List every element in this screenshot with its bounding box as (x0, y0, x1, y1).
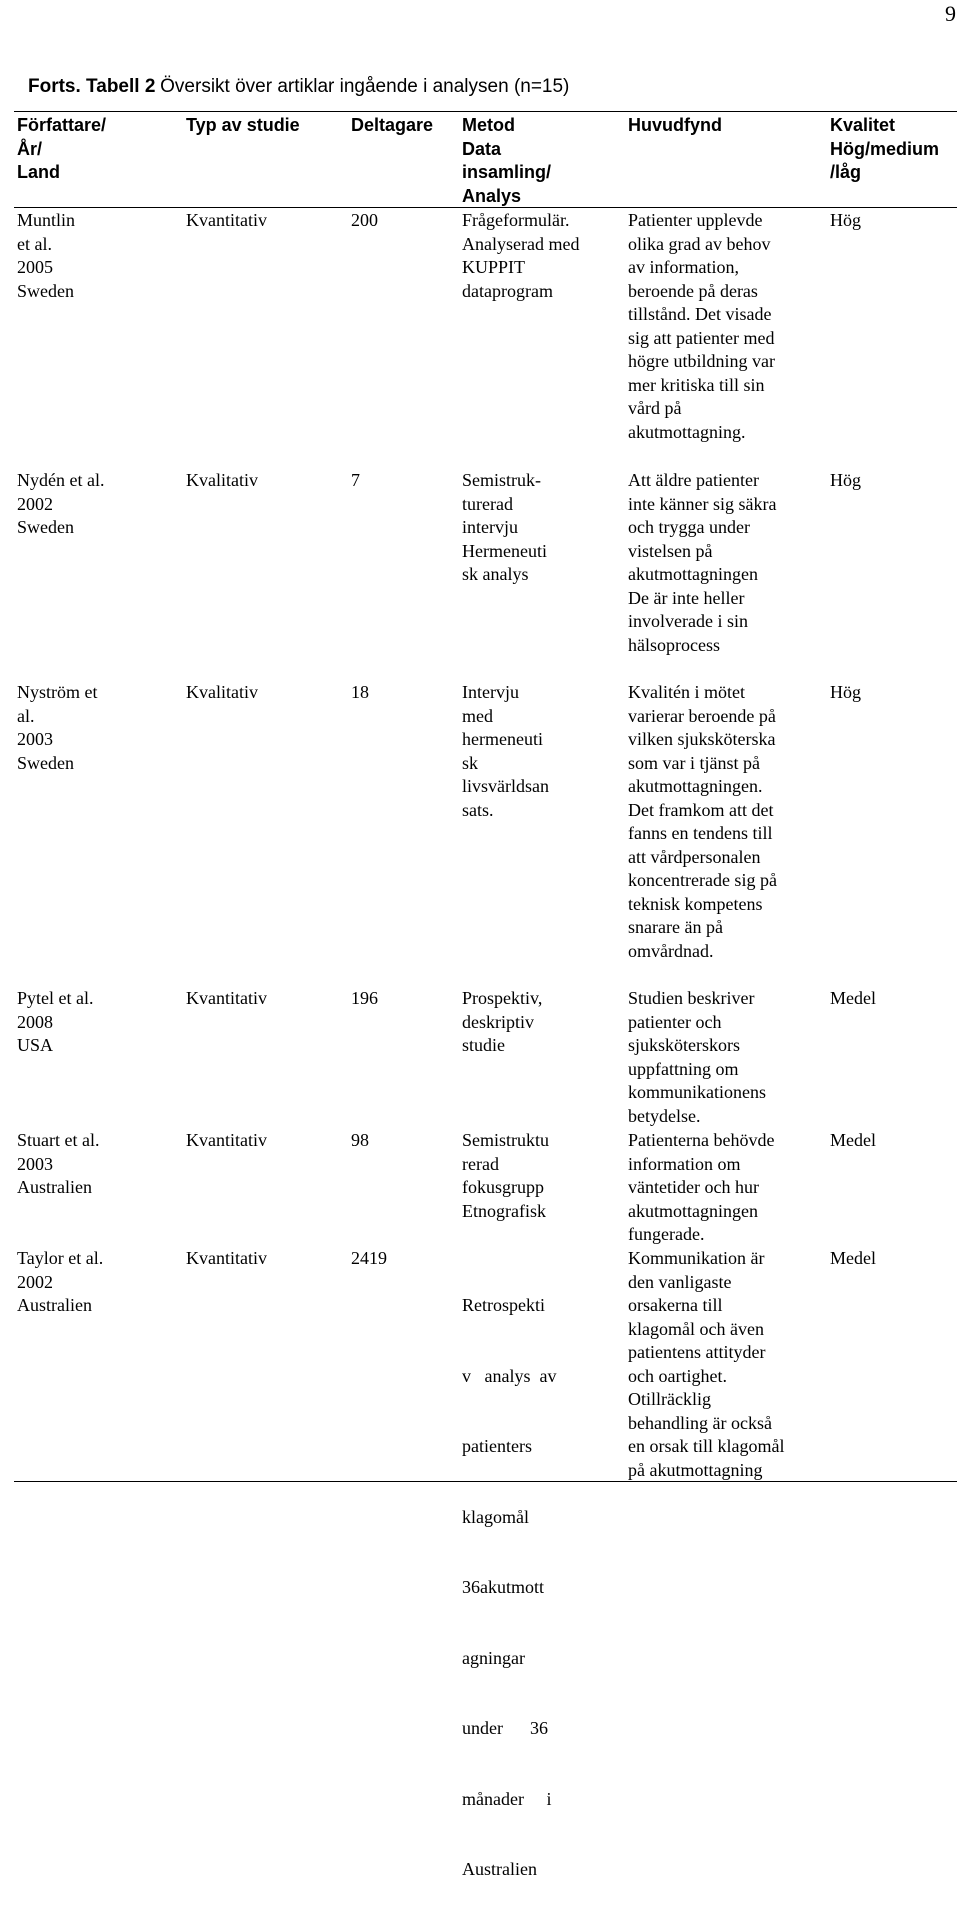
cell-line: Kvalitén i mötet (628, 682, 745, 702)
cell-author (17, 987, 93, 1058)
header-type (186, 114, 300, 138)
cell-line: Taylor et al. (17, 1248, 104, 1268)
cell-line: Sweden (17, 517, 74, 537)
header-quality-line: /låg (830, 162, 862, 182)
cell-method (462, 209, 579, 303)
cell-line: Nyström et (17, 682, 98, 702)
cell-participants: 200 (351, 210, 378, 230)
cell-line: Retrospekti (462, 1295, 545, 1315)
cell-findings (628, 681, 777, 963)
cell-line: patientens attityder (628, 1342, 766, 1362)
header-method-line: Data (462, 138, 502, 159)
caption-prefix: Forts. Tabell 2 (28, 76, 156, 97)
cell-findings (628, 209, 775, 444)
header-quality-line: Hög/medium (830, 138, 940, 159)
cell-line: olika grad av behov (628, 233, 771, 254)
cell-line: al. (17, 705, 35, 726)
header-author-line: År/ (17, 138, 43, 159)
cell-line: koncentrerade sig på (628, 870, 777, 890)
cell-line: akutmottagningen (628, 1200, 758, 1221)
cell-line: KUPPIT (462, 257, 526, 277)
header-author (17, 114, 106, 185)
cell-participants: 98 (351, 1130, 369, 1150)
cell-line: Stuart et al. (17, 1130, 100, 1150)
cell-line: livsvärldsan (462, 776, 549, 796)
cell-line: v analys av (462, 1365, 557, 1386)
cell-line: av information, (628, 257, 739, 277)
table-top-rule (14, 111, 957, 112)
header-method-line: Analys (462, 185, 522, 206)
cell-line: Australien (17, 1177, 92, 1197)
cell-method (462, 987, 542, 1058)
cell-line: De är inte heller (628, 587, 745, 608)
cell-line: teknisk kompetens (628, 893, 763, 914)
cell-findings (628, 987, 766, 1128)
cell-findings (628, 1129, 774, 1247)
cell-line: snarare än på (628, 917, 723, 937)
header-quality-line: Kvalitet (830, 115, 896, 135)
cell-participants: 2419 (351, 1248, 387, 1268)
header-participants-line: Deltagare (351, 115, 434, 135)
cell-line: patienter och (628, 1011, 722, 1032)
cell-type: Kvantitativ (186, 210, 267, 230)
cell-line: fanns en tendens till (628, 823, 773, 843)
cell-line: Sweden (17, 752, 74, 773)
cell-line: patienters (462, 1436, 532, 1456)
cell-line: Semistruktu (462, 1130, 550, 1150)
cell-line: 2002 (17, 1271, 53, 1292)
cell-author (17, 209, 75, 303)
cell-line: Muntlin (17, 210, 76, 230)
cell-type: Kvantitativ (186, 1130, 267, 1150)
cell-line: vilken sjuksköterska (628, 729, 776, 749)
cell-line: vård på (628, 398, 682, 418)
cell-line: 2003 (17, 1153, 53, 1174)
cell-line: högre utbildning var (628, 351, 775, 371)
cell-line: klagomål och även (628, 1318, 764, 1339)
cell-line: studie (462, 1035, 505, 1055)
cell-line: behandling är också (628, 1412, 772, 1433)
cell-line: Sweden (17, 280, 74, 301)
cell-quality: Medel (830, 1130, 876, 1150)
cell-line: sk (462, 752, 479, 773)
table-bottom-rule (14, 1481, 957, 1482)
cell-line: et al. (17, 233, 52, 254)
header-findings (628, 114, 722, 138)
header-findings-line: Huvudfynd (628, 115, 722, 135)
cell-line: omvårdnad. (628, 940, 714, 961)
cell-method (462, 1247, 556, 1929)
cell-line: Etnografisk (462, 1200, 546, 1221)
cell-type: Kvantitativ (186, 1248, 267, 1268)
cell-line: Prospektiv, (462, 988, 543, 1008)
cell-line: Nydén et al. (17, 470, 105, 490)
cell-line: 36akutmott (462, 1577, 544, 1597)
cell-type: Kvalitativ (186, 682, 258, 702)
cell-findings (628, 1247, 784, 1482)
page-number: 9 (945, 1, 956, 26)
cell-line: hermeneuti (462, 729, 543, 749)
caption-text: Översikt över artiklar ingående i analysen (n=15) (160, 76, 570, 97)
cell-line: Australien (462, 1859, 537, 1879)
cell-method (462, 469, 547, 587)
table-caption (28, 75, 569, 99)
cell-line: 2008 (17, 1011, 53, 1032)
cell-line: som var i tjänst på (628, 752, 760, 773)
cell-author (17, 1247, 103, 1318)
cell-line: Semistruk- (462, 470, 541, 490)
cell-author (17, 1129, 99, 1200)
cell-quality: Hög (830, 470, 861, 490)
cell-line: Otillräcklig (628, 1389, 711, 1409)
cell-line: Analyserad med (462, 233, 580, 254)
cell-participants: 196 (351, 988, 378, 1008)
cell-line: orsakerna till (628, 1295, 723, 1315)
cell-line: turerad (462, 493, 513, 514)
cell-line: Patienter upplevde (628, 210, 763, 230)
cell-quality: Medel (830, 1248, 876, 1268)
cell-line: beroende på deras (628, 280, 758, 301)
cell-line: agningar (462, 1647, 525, 1668)
cell-line: akutmottagning. (628, 421, 746, 442)
cell-method (462, 1129, 549, 1223)
cell-line: sig att patienter med (628, 327, 775, 348)
cell-line: akutmottagningen (628, 564, 758, 584)
cell-author (17, 681, 98, 775)
cell-line: uppfattning om (628, 1058, 739, 1079)
cell-line: den vanligaste (628, 1271, 732, 1292)
cell-line: en orsak till klagomål (628, 1436, 785, 1456)
table-header-rule (14, 207, 957, 208)
cell-line: betydelse. (628, 1105, 701, 1126)
cell-line: inte känner sig säkra (628, 493, 777, 514)
cell-quality: Hög (830, 210, 861, 230)
cell-line: sats. (462, 799, 494, 820)
cell-line: tillstånd. Det visade (628, 304, 772, 324)
cell-line: rerad (462, 1153, 499, 1174)
cell-line: USA (17, 1035, 54, 1055)
cell-line: på akutmottagning (628, 1459, 763, 1480)
cell-line: Studien beskriver (628, 988, 755, 1008)
cell-line: och oartighet. (628, 1365, 727, 1386)
header-author-line: Författare/ (17, 115, 107, 135)
cell-line: Det framkom att det (628, 799, 774, 820)
cell-line: väntetider och hur (628, 1177, 759, 1197)
header-method-line: Metod (462, 115, 515, 135)
cell-line: 2003 (17, 729, 53, 749)
cell-line: 2002 (17, 493, 53, 514)
header-method (462, 114, 551, 208)
cell-line: Frågeformulär. (462, 210, 570, 230)
cell-line: information om (628, 1153, 741, 1174)
cell-line: mer kritiska till sin (628, 374, 765, 395)
header-participants (351, 114, 433, 138)
cell-author (17, 469, 104, 540)
cell-line: fungerade. (628, 1224, 705, 1244)
cell-line: involverade i sin (628, 611, 748, 631)
cell-line: att vårdpersonalen (628, 846, 761, 867)
cell-line: vistelsen på (628, 540, 713, 561)
cell-line: sjuksköterskors (628, 1035, 740, 1055)
cell-line: Intervju (462, 682, 519, 702)
cell-line: kommunikationens (628, 1082, 766, 1102)
cell-line: med (462, 705, 493, 726)
cell-findings (628, 469, 776, 657)
header-quality (830, 114, 939, 185)
cell-participants: 7 (351, 470, 360, 490)
cell-line: och trygga under (628, 517, 750, 537)
header-author-line: Land (17, 162, 60, 182)
cell-line: hälsoprocess (628, 634, 720, 655)
cell-participants: 18 (351, 682, 369, 702)
header-method-line: insamling/ (462, 162, 552, 182)
cell-line: akutmottagningen. (628, 776, 763, 796)
cell-type: Kvalitativ (186, 470, 258, 490)
cell-line: deskriptiv (462, 1011, 534, 1032)
cell-line: 2005 (17, 257, 53, 277)
cell-line: under 36 (462, 1718, 548, 1738)
cell-line: intervju (462, 517, 518, 537)
cell-quality: Medel (830, 988, 876, 1008)
cell-line: klagomål (462, 1506, 529, 1527)
cell-line: dataprogram (462, 280, 553, 301)
cell-line: Australien (17, 1295, 92, 1315)
cell-line: fokusgrupp (462, 1177, 544, 1197)
cell-quality: Hög (830, 682, 861, 702)
cell-line: Hermeneuti (462, 540, 547, 561)
cell-line: Patienterna behövde (628, 1130, 775, 1150)
cell-line: Att äldre patienter (628, 470, 759, 490)
cell-line: Pytel et al. (17, 988, 94, 1008)
cell-type: Kvantitativ (186, 988, 267, 1008)
cell-line: varierar beroende på (628, 705, 776, 726)
cell-line: Kommunikation är (628, 1248, 765, 1268)
header-type-line: Typ av studie (186, 115, 300, 135)
cell-method (462, 681, 549, 822)
cell-line: månader i (462, 1788, 552, 1809)
cell-line: sk analys (462, 564, 529, 584)
